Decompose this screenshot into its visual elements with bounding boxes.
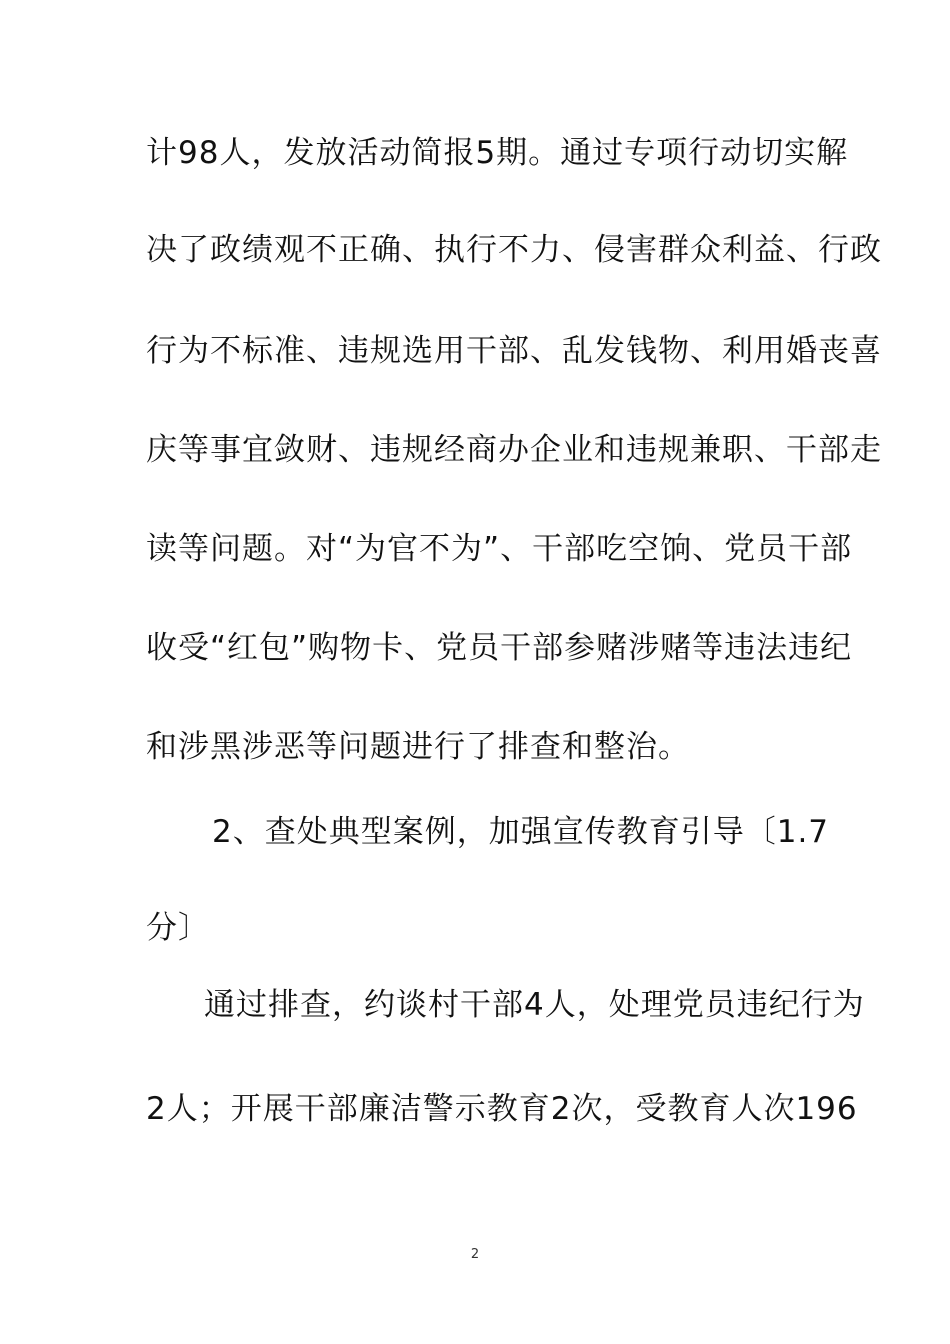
body-text-line: 收受“红包”购物卡、党员干部参赌涉赌等违法违纪 bbox=[146, 630, 853, 666]
section-heading-continued: 分〕 bbox=[146, 910, 210, 946]
body-text-line: 决了政绩观不正确、执行不力、侵害群众利益、行政 bbox=[146, 232, 882, 268]
body-text-line: 庆等事宜敛财、违规经商办企业和违规兼职、干部走 bbox=[146, 432, 882, 468]
body-text-line: 行为不标准、违规选用干部、乱发钱物、利用婚丧喜 bbox=[146, 333, 882, 369]
body-text-line: 读等问题。对“为官不为”、干部吃空饷、党员干部 bbox=[146, 531, 853, 567]
body-text-line: 2人；开展干部廉洁警示教育2次，受教育人次196 bbox=[146, 1091, 858, 1127]
page-number: 2 bbox=[470, 1247, 480, 1262]
section-heading: 2、查处典型案例，加强宣传教育引导〔1.7 bbox=[212, 814, 830, 850]
body-text-line: 计98人，发放活动简报5期。通过专项行动切实解 bbox=[146, 135, 849, 171]
body-text-line: 和涉黑涉恶等问题进行了排查和整治。 bbox=[146, 729, 690, 765]
body-text-line: 通过排查，约谈村干部4人，处理党员违纪行为 bbox=[204, 987, 865, 1023]
